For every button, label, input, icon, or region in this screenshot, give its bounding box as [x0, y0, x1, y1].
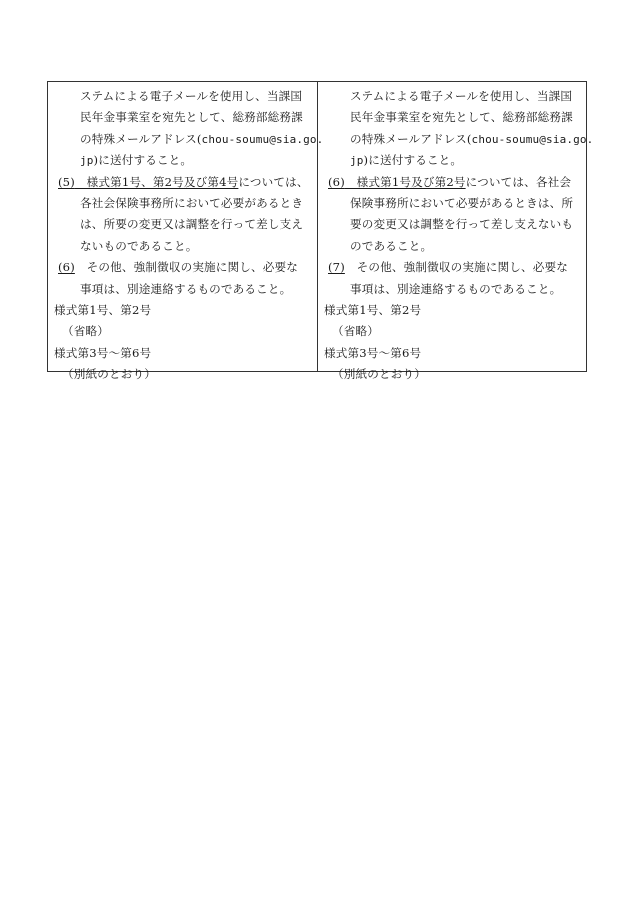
form-heading: 様式第3号～第6号	[54, 345, 152, 360]
item-number: (6)	[328, 174, 345, 189]
text-line: ステムによる電子メールを使用し、当課国	[350, 89, 573, 103]
email-address-part: chou-soumu@sia.go.	[201, 132, 324, 146]
text-line: 民年金事業室を宛先として、総務部総務課	[350, 110, 573, 125]
text-line	[54, 129, 324, 150]
email-address-part: chou-soumu@sia.go.	[471, 132, 594, 146]
item-number: (6)	[58, 260, 75, 275]
text-line: 要の変更又は調整を行って差し支えないも	[350, 217, 574, 232]
text-fragment: その他、強制徴収の実施に関し、必要な	[344, 260, 569, 275]
text-line	[324, 129, 594, 150]
item-heading-line	[324, 172, 588, 193]
item-number: (7)	[328, 260, 345, 275]
text-line: 民年金事業室を宛先として、総務部総務課	[80, 110, 303, 125]
email-address-part: jp	[350, 154, 364, 168]
form-note: （省略）	[332, 324, 379, 339]
text-line: 事項は、別途連絡するものであること。	[350, 281, 562, 296]
comparison-table	[47, 81, 594, 382]
form-note: （別紙のとおり）	[62, 367, 156, 382]
text-line: 保険事務所において必要があるときは、所	[350, 195, 574, 210]
text-fragment: については、各社会	[465, 174, 572, 189]
form-note: （別紙のとおり）	[332, 367, 426, 382]
text-line: 事項は、別途連絡するものであること。	[80, 281, 292, 296]
item-heading-line	[54, 172, 317, 193]
text-fragment: の特殊メールアドレス(	[350, 131, 472, 146]
text-fragment: その他、強制徴収の実施に関し、必要な	[74, 260, 299, 275]
form-heading: 様式第3号～第6号	[324, 345, 422, 360]
text-line	[54, 150, 317, 171]
item-number: (5)	[58, 174, 75, 189]
text-line: 各社会保険事務所において必要があるとき	[80, 195, 304, 210]
form-heading: 様式第1号、第2号	[54, 302, 152, 317]
text-line: ないものであること。	[80, 238, 198, 253]
email-address-part: jp	[80, 154, 94, 168]
text-line: は、所要の変更又は調整を行って差し支え	[80, 217, 304, 232]
left-column-revised	[48, 82, 324, 382]
changed-text: 様式第1号、第2号及び第4号	[74, 174, 239, 189]
text-line	[324, 150, 588, 171]
text-fragment: については、	[238, 174, 309, 189]
item-heading-line	[324, 257, 588, 278]
changed-text: 様式第1号及び第2号	[344, 174, 466, 189]
right-column-current	[318, 82, 594, 382]
text-fragment: )に送付すること。	[363, 153, 463, 168]
form-heading: 様式第1号、第2号	[324, 302, 422, 317]
text-line: のであること。	[350, 238, 433, 253]
text-fragment: の特殊メールアドレス(	[80, 131, 202, 146]
text-fragment: )に送付すること。	[93, 153, 193, 168]
form-note: （省略）	[62, 324, 109, 339]
item-heading-line	[54, 257, 317, 278]
text-line: ステムによる電子メールを使用し、当課国	[80, 89, 303, 103]
